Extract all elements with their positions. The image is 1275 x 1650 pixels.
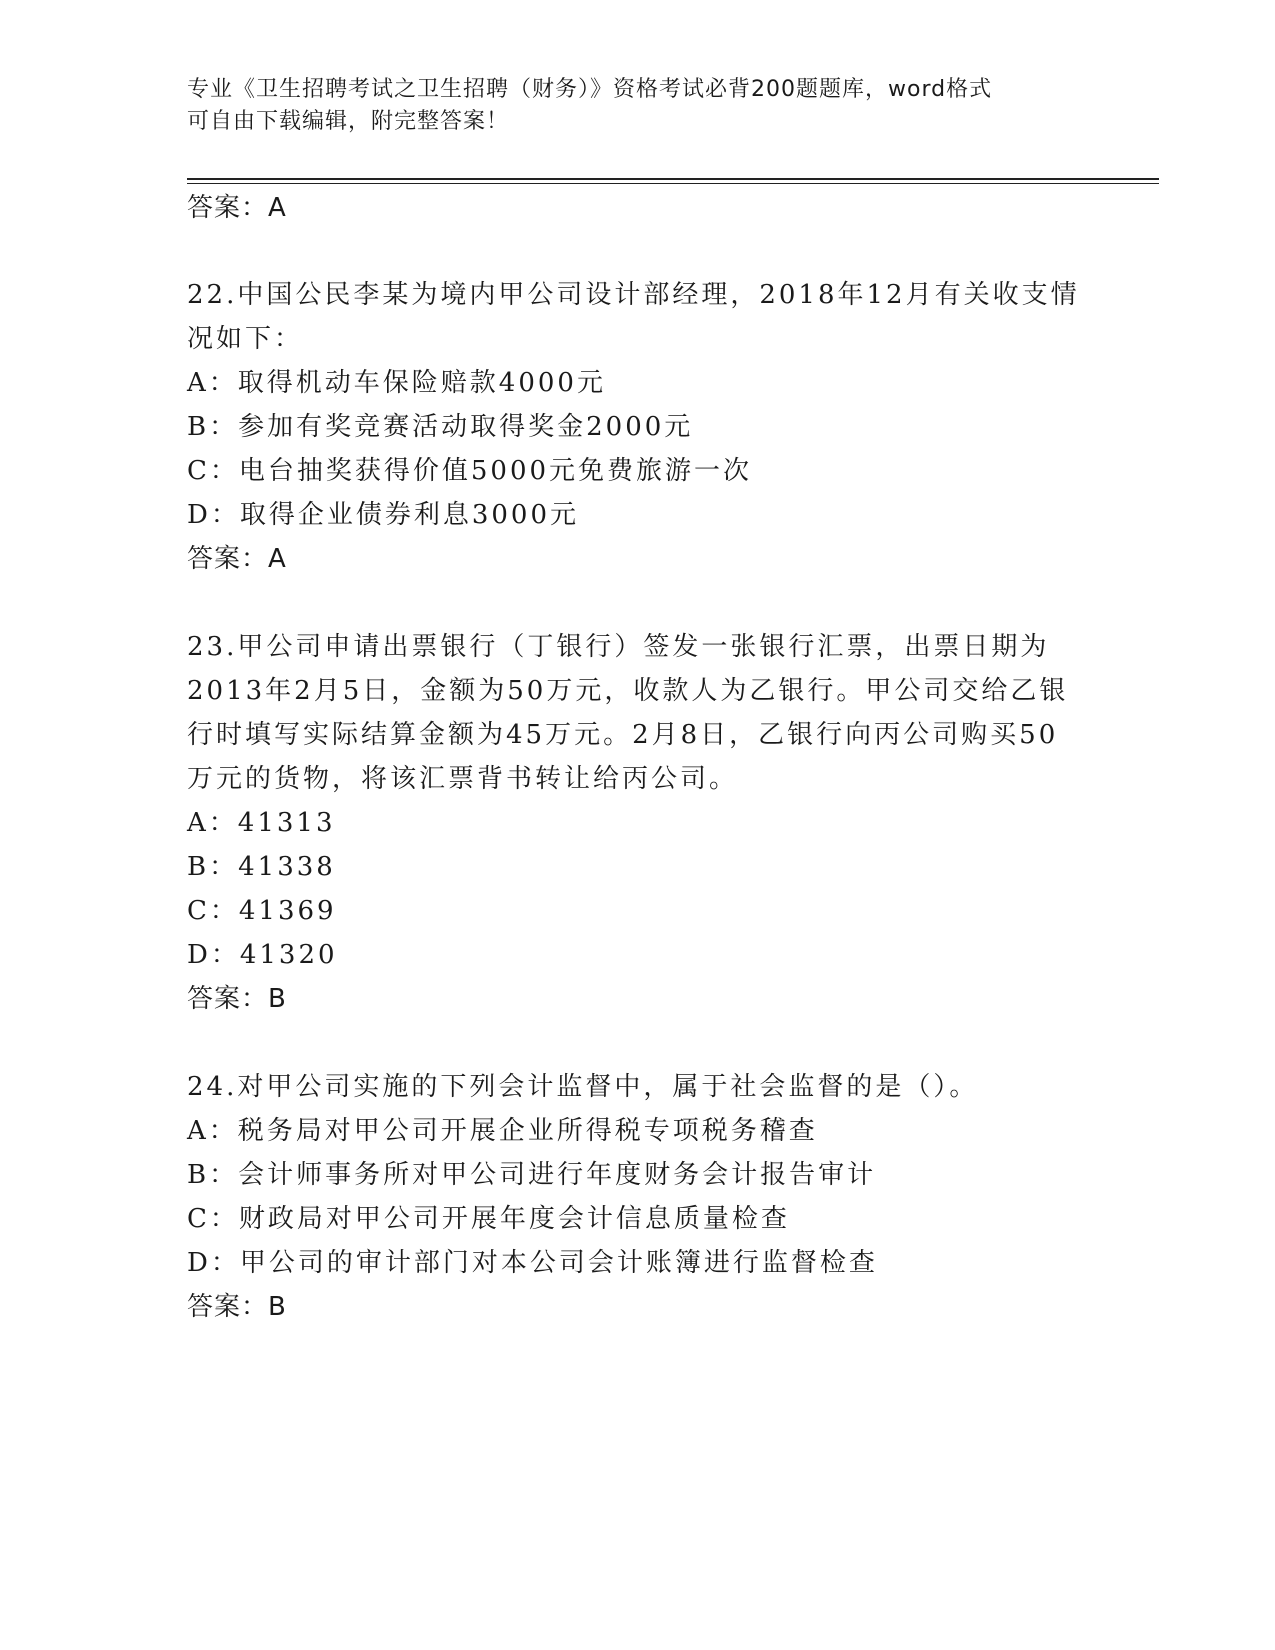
question-22-option-b: B：参加有奖竞赛活动取得奖金2000元: [187, 412, 694, 442]
question-23-option-b: B：41338: [187, 852, 336, 882]
document-header: [187, 74, 1067, 138]
question-22-stem-line-1: 22.中国公民李某为境内甲公司设计部经理，2018年12月有关收支情: [187, 280, 1080, 310]
question-23-stem-line-1: 23.甲公司申请出票银行（丁银行）签发一张银行汇票，出票日期为: [187, 632, 1050, 662]
answer-21: 答案：A: [187, 193, 287, 223]
question-23-stem-line-2: 2013年2月5日，金额为50万元，收款人为乙银行。甲公司交给乙银: [187, 676, 1069, 706]
question-22-stem-line-2: 况如下：: [187, 324, 304, 354]
answer-22: 答案：A: [187, 544, 287, 574]
question-24-option-a: A：税务局对甲公司开展企业所得税专项税务稽查: [187, 1116, 818, 1146]
answer-24: 答案：B: [187, 1292, 287, 1322]
question-22-option-d: D：取得企业债券利息3000元: [187, 500, 580, 530]
question-24-option-b: B：会计师事务所对甲公司进行年度财务会计报告审计: [187, 1160, 877, 1190]
question-24-option-c: C：财政局对甲公司开展年度会计信息质量检查: [187, 1204, 790, 1234]
header-line-2: 可自由下载编辑，附完整答案！: [187, 109, 510, 134]
question-24-stem-line-1: 24.对甲公司实施的下列会计监督中，属于社会监督的是（）。: [187, 1072, 979, 1102]
question-23-option-a: A：41313: [187, 808, 336, 838]
question-23-option-d: D：41320: [187, 940, 338, 970]
question-22-option-c: C：电台抽奖获得价值5000元免费旅游一次: [187, 456, 753, 486]
question-23-stem-line-3: 行时填写实际结算金额为45万元。2月8日，乙银行向丙公司购买50: [187, 720, 1059, 750]
header-line-1: 专业《卫生招聘考试之卫生招聘（财务）》资格考试必背200题题库，word格式: [187, 77, 993, 102]
header-divider-thick: [187, 178, 1159, 180]
header-divider-thin: [187, 183, 1159, 184]
question-22-option-a: A：取得机动车保险赔款4000元: [187, 368, 606, 398]
question-23-option-c: C：41369: [187, 896, 337, 926]
question-24-option-d: D：甲公司的审计部门对本公司会计账簿进行监督检查: [187, 1248, 878, 1278]
answer-23: 答案：B: [187, 984, 287, 1014]
question-23-stem-line-4: 万元的货物，将该汇票背书转让给丙公司。: [187, 764, 739, 794]
